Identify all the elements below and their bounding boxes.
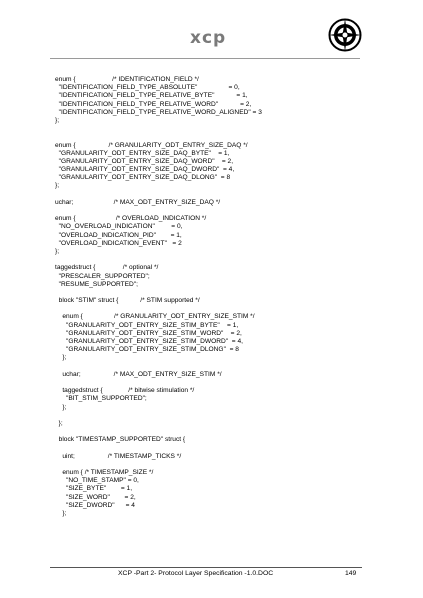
code-line bbox=[55, 125, 365, 133]
code-line: }; bbox=[55, 354, 67, 362]
code-line bbox=[55, 428, 365, 436]
code-line: block "STIM" struct { /* STIM supported */ bbox=[55, 297, 200, 305]
code-block bbox=[55, 76, 365, 518]
code-line bbox=[55, 207, 365, 215]
code-line: }; bbox=[55, 419, 63, 427]
code-line: "GRANULARITY_ODT_ENTRY_SIZE_DAQ_BYTE" = 1, bbox=[55, 149, 230, 157]
code-line: "GRANULARITY_ODT_ENTRY_SIZE_DAQ_DWORD" = 4, bbox=[55, 166, 235, 174]
code-line: "GRANULARITY_ODT_ENTRY_SIZE_STIM_BYTE" = 1, bbox=[55, 321, 239, 329]
code-line bbox=[55, 133, 365, 141]
code-line: "SIZE_WORD" = 2, bbox=[55, 493, 136, 501]
code-line: "IDENTIFICATION_FIELD_TYPE_ABSOLUTE" = 0, bbox=[55, 84, 240, 92]
compass-emblem-icon bbox=[328, 18, 362, 52]
code-line: "GRANULARITY_ODT_ENTRY_SIZE_DAQ_DLONG" = 8 bbox=[55, 174, 231, 182]
code-line: "GRANULARITY_ODT_ENTRY_SIZE_STIM_WORD" = 2, bbox=[55, 329, 242, 337]
code-line: "GRANULARITY_ODT_ENTRY_SIZE_STIM_DWORD" = 4, bbox=[55, 338, 243, 345]
code-line: taggedstruct { /* optional */ bbox=[55, 264, 159, 272]
header-divider bbox=[50, 58, 360, 59]
code-line bbox=[55, 256, 365, 264]
code-line: taggedstruct { /* bitwise stimulation */ bbox=[55, 387, 195, 395]
code-line bbox=[55, 379, 365, 387]
code-line: uint; /* TIMESTAMP_TICKS */ bbox=[55, 452, 182, 460]
code-line: }; bbox=[55, 247, 60, 255]
code-line: enum { /* GRANULARITY_ODT_ENTRY_SIZE_DAQ */ bbox=[55, 141, 248, 149]
code-line bbox=[55, 191, 365, 199]
page-number: 149 bbox=[345, 570, 357, 577]
code-line: "IDENTIFICATION_FIELD_TYPE_RELATIVE_WORD" = 2, bbox=[55, 100, 252, 108]
code-line: enum { /* IDENTIFICATION_FIELD */ bbox=[55, 76, 199, 83]
code-line: block "TIMESTAMP_SUPPORTED" struct { bbox=[55, 436, 186, 444]
code-line: enum { /* OVERLOAD_INDICATION */ bbox=[55, 215, 207, 223]
footer-divider bbox=[50, 567, 362, 568]
code-line: "SIZE_BYTE" = 1, bbox=[55, 485, 133, 493]
code-line: uchar; /* MAX_ODT_ENTRY_SIZE_DAQ */ bbox=[55, 198, 221, 206]
header-logo: xcp bbox=[190, 28, 227, 48]
code-line: }; bbox=[55, 509, 67, 517]
code-line: enum { /* TIMESTAMP_SIZE */ bbox=[55, 469, 154, 476]
code-line bbox=[55, 289, 365, 297]
code-line: }; bbox=[55, 116, 60, 124]
code-line: "SIZE_DWORD" = 4 bbox=[55, 501, 135, 509]
code-line bbox=[55, 363, 365, 371]
code-line: "IDENTIFICATION_FIELD_TYPE_RELATIVE_BYTE" = 1, bbox=[55, 92, 248, 100]
code-line: "PRESCALER_SUPPORTED"; bbox=[55, 272, 150, 280]
code-line: "RESUME_SUPPORTED"; bbox=[55, 280, 138, 288]
code-line: "IDENTIFICATION_FIELD_TYPE_RELATIVE_WORD_ALIGNED" = 3 bbox=[55, 108, 262, 116]
code-line bbox=[55, 461, 365, 469]
code-line: "GRANULARITY_ODT_ENTRY_SIZE_DAQ_WORD" = 2, bbox=[55, 157, 234, 165]
code-line: uchar; /* MAX_ODT_ENTRY_SIZE_STIM */ bbox=[55, 370, 222, 378]
code-line bbox=[55, 412, 365, 420]
code-line: }; bbox=[55, 182, 60, 190]
footer-title: XCP -Part 2- Protocol Layer Specification -1.0.DOC bbox=[118, 570, 274, 577]
code-line: "OVERLOAD_INDICATION_EVENT" = 2 bbox=[55, 239, 182, 247]
code-line: "OVERLOAD_INDICATION_PID" = 1, bbox=[55, 231, 182, 239]
code-line: "NO_TIME_STAMP" = 0, bbox=[55, 477, 139, 485]
code-line bbox=[55, 444, 365, 452]
code-line: "GRANULARITY_ODT_ENTRY_SIZE_STIM_DLONG" = 8 bbox=[55, 346, 239, 354]
code-line bbox=[55, 305, 365, 313]
code-line: "BIT_STIM_SUPPORTED"; bbox=[55, 395, 147, 403]
code-line: "NO_OVERLOAD_INDICATION" = 0, bbox=[55, 223, 183, 231]
code-line: }; bbox=[55, 403, 67, 411]
code-line: enum { /* GRANULARITY_ODT_ENTRY_SIZE_STIM */ bbox=[55, 313, 255, 321]
